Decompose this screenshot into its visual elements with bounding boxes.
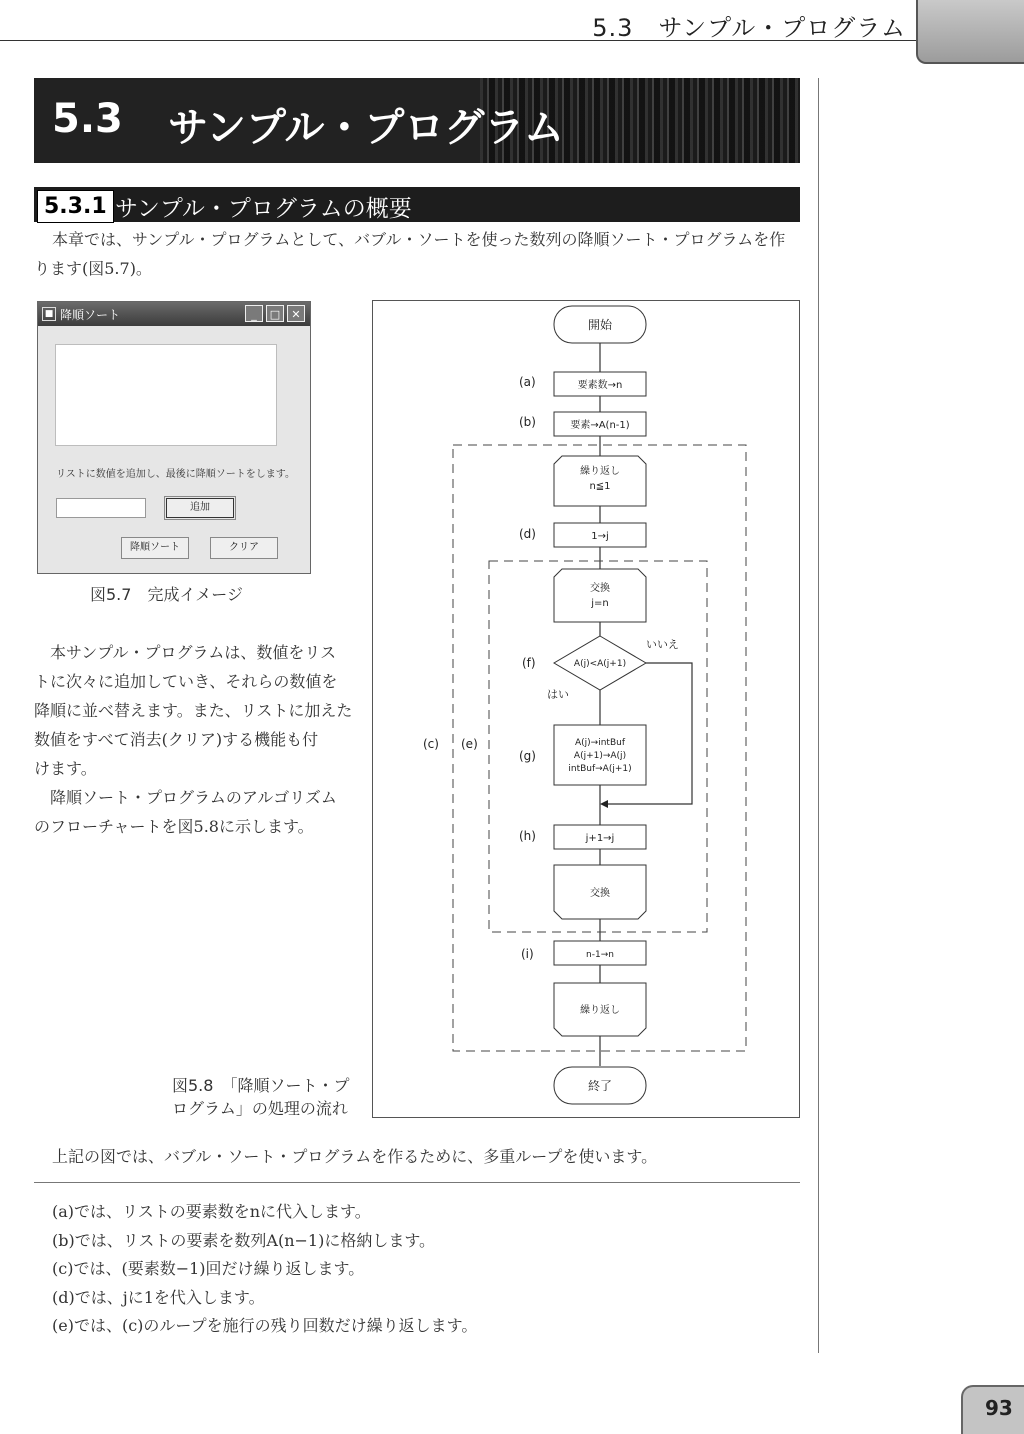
label-g: (g) — [519, 749, 536, 763]
window-titlebar — [38, 302, 310, 326]
para-line: 数値をすべて消去(クリア)する機能も付 — [34, 730, 319, 749]
label-i: (i) — [521, 947, 534, 961]
list-divider — [34, 1182, 800, 1183]
header-rule — [0, 40, 916, 41]
minimize-icon[interactable]: _ — [245, 305, 263, 322]
list-item: (d)では、jに1を代入します。 — [52, 1287, 265, 1307]
window-caption: リストに数値を追加し、最後に降順ソートをします。 — [56, 469, 295, 480]
para-line: 降順に並べ替えます。また、リストに加えた — [34, 701, 353, 720]
step-list — [52, 1198, 477, 1341]
box-a-text: 要素数→n — [577, 380, 623, 391]
intro-line-2: ります(図5.7)。 — [34, 259, 152, 278]
figure-5-7-caption: 図5.7 完成イメージ — [90, 585, 243, 604]
loop-e-end-text: 交換 — [590, 888, 610, 899]
no-label: いいえ — [646, 638, 679, 651]
label-d: (d) — [519, 527, 536, 541]
box-b-text: 要素→A(n-1) — [570, 420, 630, 431]
yes-label: はい — [547, 688, 569, 701]
box-g-line2: A(j+1)→A(j) — [573, 751, 627, 761]
box-g-line1: A(j)→intBuf — [574, 738, 626, 748]
figure-5-8-caption-line1: 図5.8 「降順ソート・プ — [172, 1076, 350, 1095]
column-rule — [818, 78, 819, 1353]
loop-c-end-text: 繰り返し — [580, 1005, 620, 1016]
section-banner — [34, 78, 800, 163]
section-title: サンプル・プログラム — [168, 105, 564, 151]
label-b: (b) — [519, 415, 536, 429]
box-i-text: n-1→n — [586, 950, 614, 960]
para-line: 本サンプル・プログラムは、数値をリス — [50, 643, 337, 662]
no-branch-arrow — [600, 800, 608, 808]
label-f: (f) — [522, 656, 536, 670]
para-line: 降順ソート・プログラムのアルゴリズム — [50, 788, 337, 807]
body-paragraph — [34, 638, 364, 841]
list-item: (e)では、(c)のループを施行の残り回数だけ繰り返します。 — [52, 1316, 478, 1335]
decision-text: A(j)<A(j+1) — [573, 659, 627, 669]
box-d-text: 1→j — [591, 531, 609, 542]
app-icon: ■ — [42, 307, 56, 321]
end-text: 終了 — [587, 1079, 613, 1093]
clear-button[interactable]: クリア — [210, 537, 278, 559]
label-h: (h) — [519, 829, 536, 843]
page-number: 93 — [985, 1396, 1013, 1420]
app-window-screenshot — [37, 301, 311, 574]
add-button[interactable]: 追加 — [166, 498, 234, 518]
section-number: 5.3 — [52, 96, 123, 142]
label-e: (e) — [461, 737, 478, 751]
list-item: (c)では、(要素数−1)回だけ繰り返します。 — [52, 1259, 365, 1278]
maximize-icon[interactable]: □ — [266, 305, 284, 322]
para-line: けます。 — [34, 759, 97, 778]
loop-c-start-line1: 繰り返し — [580, 466, 620, 477]
para-line: トに次々に追加していき、それらの数値を — [34, 672, 338, 691]
loop-e-start-line1: 交換 — [590, 583, 610, 594]
after-figure-text: 上記の図では、バブル・ソート・プログラムを作るために、多重ループを使います。 — [52, 1147, 658, 1166]
subsection-number: 5.3.1 — [38, 191, 113, 222]
header-tab — [916, 0, 1024, 64]
close-icon[interactable]: ✕ — [287, 305, 305, 322]
label-c: (c) — [423, 737, 439, 751]
number-listbox[interactable] — [55, 344, 277, 446]
running-header-title: 5.3 サンプル・プログラム — [592, 14, 906, 42]
sort-descending-button[interactable]: 降順ソート — [121, 537, 189, 559]
figure-5-8-caption-line2: ログラム」の処理の流れ — [172, 1099, 348, 1118]
subsection-title: サンプル・プログラムの概要 — [115, 196, 412, 222]
loop-e-start-line2: j=n — [591, 598, 609, 609]
para-line: のフローチャートを図5.8に示します。 — [34, 817, 314, 836]
list-item: (a)では、リストの要素数をnに代入します。 — [52, 1202, 371, 1221]
label-a: (a) — [519, 375, 536, 389]
loop-e-start — [554, 569, 646, 622]
box-g-line3: intBuf→A(j+1) — [568, 764, 632, 774]
figure-5-8-caption — [172, 1074, 349, 1120]
intro-line-1: 本章では、サンプル・プログラムとして、バブル・ソートを使った数列の降順ソート・プログラムを作 — [52, 230, 786, 249]
window-title: 降順ソート — [60, 308, 121, 322]
flowchart — [372, 300, 800, 1118]
number-input[interactable] — [56, 498, 146, 518]
list-item: (b)では、リストの要素を数列A(n−1)に格納します。 — [52, 1230, 436, 1250]
start-text: 開始 — [587, 318, 613, 332]
box-h-text: j+1→j — [585, 833, 615, 844]
loop-c-start-line2: n≦1 — [589, 481, 611, 492]
